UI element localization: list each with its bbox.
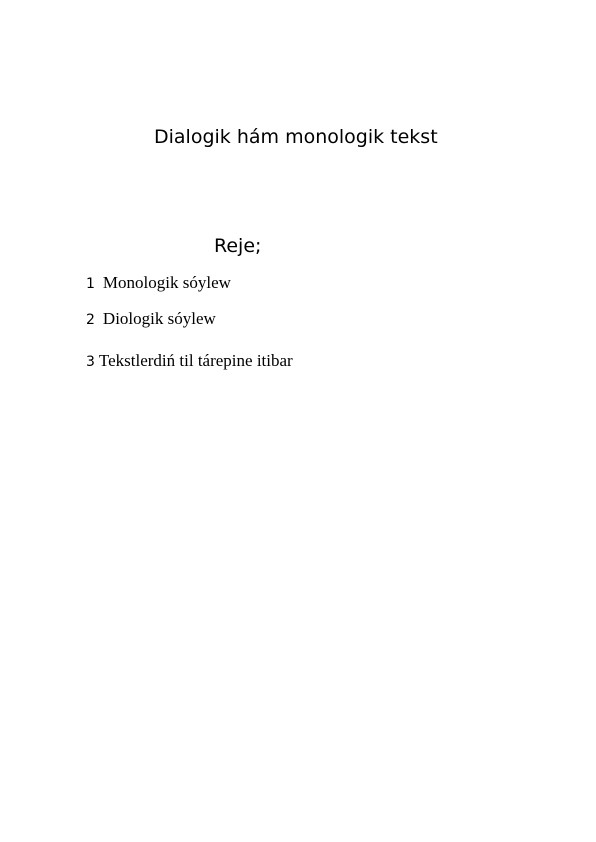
list-item [86,273,231,293]
list-item-number: 1 [86,276,95,292]
document-title: Dialogik hám monologik tekst [154,126,438,148]
list-item-text: Diologik sóylew [102,309,216,328]
list-item-text: Tekstlerdiń til tárepine itibar [98,351,293,370]
plan-heading: Reje; [214,235,262,257]
list-item-number: 3 [86,354,95,370]
list-item [86,309,216,329]
list-item [86,351,293,371]
list-item-text: Monologik sóylew [102,273,231,292]
list-item-number: 2 [86,312,95,328]
